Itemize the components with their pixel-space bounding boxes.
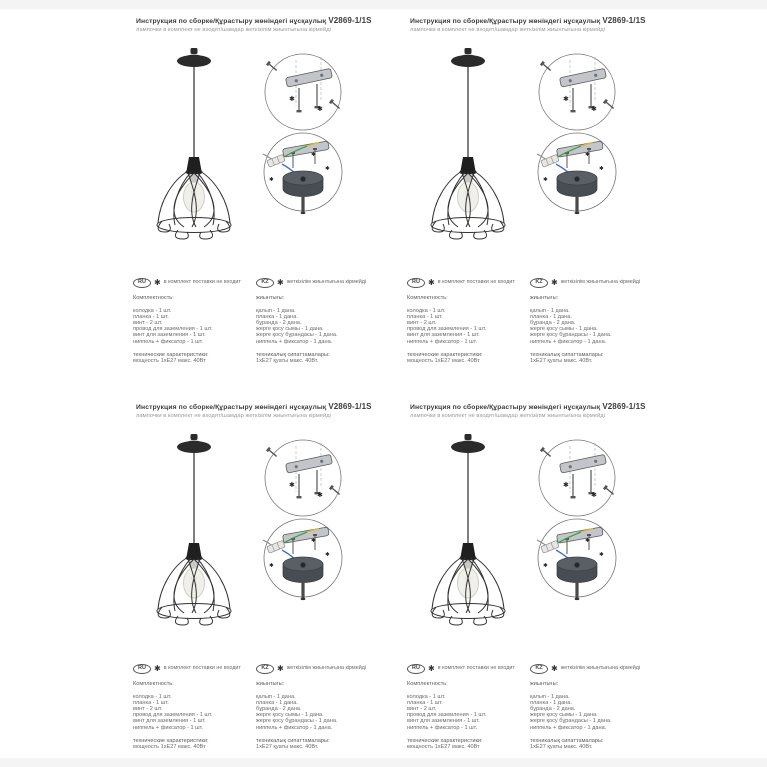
- not-included-asterisk: ✱: [585, 538, 590, 544]
- ru-specs-value: мощность 1хЕ27 макс. 40Вт: [407, 357, 480, 364]
- not-included-asterisk: ✱: [317, 105, 323, 113]
- assembly-diagrams: [529, 50, 625, 226]
- component-item: провод для заземления - 1 шт.: [407, 712, 487, 719]
- component-item: жерге қосу сымы - 1 дана.: [530, 712, 598, 719]
- component-item: қалып - 1 дана.: [530, 308, 570, 315]
- kz-note-row: [256, 663, 384, 674]
- instruction-sheet: [404, 400, 660, 750]
- kz-badge: KZ: [256, 664, 274, 674]
- component-item: планка - 1 дана.: [256, 314, 298, 321]
- component-item: жерге қосу сымы - 1 дана.: [256, 326, 324, 333]
- sheet-subtitle: лампочки в комплект не входят/шамдар жеткізілім жиынтығына кірмейді: [136, 27, 331, 33]
- instruction-sheet: [130, 14, 386, 364]
- sheet-title-text: Инструкция по сборке/Құрастыру жөніндегі нұсқаулық: [410, 404, 601, 411]
- asterisk-icon: ✱: [277, 277, 284, 287]
- sheet-title-text: Инструкция по сборке/Құрастыру жөніндегі нұсқаулық: [136, 18, 327, 25]
- ru-info-column: [407, 277, 527, 364]
- not-included-asterisk: ✱: [591, 491, 597, 499]
- sheet-title: [136, 16, 386, 25]
- component-item: винт для заземления - 1 шт.: [133, 332, 206, 339]
- ru-note-row: [407, 277, 527, 288]
- mounting-bracket-diagram: [539, 440, 615, 516]
- asterisk-icon: ✱: [154, 663, 161, 673]
- asterisk-icon: ✱: [551, 277, 558, 287]
- kz-info-column: [256, 663, 384, 750]
- kz-not-included-note: жеткізілім жиынтығына кірмейді: [560, 665, 641, 672]
- kz-list-title: жиынтығы:: [530, 295, 559, 301]
- kz-badge: KZ: [530, 278, 548, 288]
- component-item: колодка - 1 шт.: [407, 694, 446, 701]
- not-included-asterisk: ✱: [325, 166, 330, 172]
- component-item: винт для заземления - 1 шт.: [133, 718, 206, 725]
- component-item: планка - 1 шт.: [133, 314, 169, 321]
- ru-specs-title: технические характеристики:: [407, 351, 483, 358]
- sheet-grid: [130, 14, 660, 762]
- sheet-subtitle: лампочки в комплект не входят/шамдар жеткізілім жиынтығына кірмейді: [410, 413, 605, 419]
- model-number: V2869-1/1S: [328, 402, 372, 411]
- kz-specs-title: техникалық сипаттамалары:: [530, 351, 604, 358]
- ru-specs-value: мощность 1хЕ27 макс. 40Вт: [133, 357, 206, 364]
- kz-info-column: [256, 277, 384, 364]
- kz-component-list: [256, 308, 384, 345]
- component-item: винт - 2 шт.: [133, 320, 163, 327]
- model-number: V2869-1/1S: [602, 16, 646, 25]
- asterisk-icon: ✱: [154, 277, 161, 287]
- sheet-title: [410, 16, 660, 25]
- not-included-asterisk: ✱: [543, 177, 548, 183]
- component-item: винт - 2 шт.: [407, 320, 437, 327]
- kz-specs-title: техникалық сипаттамалары:: [256, 737, 330, 744]
- kz-info-column: [530, 663, 658, 750]
- ru-component-list: [133, 694, 253, 731]
- component-item: винт - 2 шт.: [407, 706, 437, 713]
- ru-specs-value: мощность 1хЕ27 макс. 40Вт: [407, 743, 480, 750]
- not-included-asterisk: ✱: [543, 563, 548, 569]
- component-item: бұранда - 2 дана.: [530, 706, 576, 713]
- kz-badge: KZ: [530, 664, 548, 674]
- not-included-asterisk: ✱: [563, 95, 569, 103]
- kz-list-title: жиынтығы:: [256, 681, 285, 687]
- sheet-title: [136, 402, 386, 411]
- sheet-title-text: Инструкция по сборке/Құрастыру жөніндегі нұсқаулық: [410, 18, 601, 25]
- component-item: қалып - 1 дана.: [256, 694, 296, 701]
- kz-note-row: [530, 663, 658, 674]
- ru-badge: RU: [133, 278, 151, 288]
- instruction-sheet: [404, 14, 660, 364]
- ru-note-row: [133, 277, 253, 288]
- ru-not-included-note: в комплект поставки не входит: [437, 665, 515, 672]
- ru-info-column: [133, 663, 253, 750]
- component-item: жерге қосу бұрандасы - 1 дана.: [256, 332, 338, 339]
- component-item: бұранда - 2 дана.: [256, 706, 302, 713]
- component-item: планка - 1 дана.: [530, 700, 572, 707]
- not-included-asterisk: ✱: [585, 152, 590, 158]
- component-item: жерге қосу бұрандасы - 1 дана.: [530, 718, 612, 725]
- component-item: винт - 2 шт.: [133, 706, 163, 713]
- mounting-bracket-diagram: [539, 54, 615, 130]
- component-item: ниппель + фиксатор - 1 шт.: [407, 338, 478, 345]
- ru-note-row: [407, 663, 527, 674]
- kz-specs-value: 1хЕ27 қуаты макс. 40Вт.: [530, 357, 593, 364]
- not-included-asterisk: ✱: [311, 152, 316, 158]
- sheet-subtitle: лампочки в комплект не входят/шамдар жеткізілім жиынтығына кірмейді: [410, 27, 605, 33]
- ru-badge: RU: [407, 278, 425, 288]
- component-item: ниппель + фиксатор - 1 шт.: [407, 724, 478, 731]
- kz-info-column: [530, 277, 658, 364]
- asterisk-icon: ✱: [277, 663, 284, 673]
- kz-not-included-note: жеткізілім жиынтығына кірмейді: [560, 279, 641, 286]
- ru-badge: RU: [133, 664, 151, 674]
- assembly-diagrams: [255, 436, 351, 612]
- kz-component-list: [256, 694, 384, 731]
- ru-list-title: Комплектность:: [133, 295, 174, 301]
- kz-badge: KZ: [256, 278, 274, 288]
- not-included-asterisk: ✱: [289, 95, 295, 103]
- component-item: жерге қосу бұрандасы - 1 дана.: [530, 332, 612, 339]
- not-included-asterisk: ✱: [599, 552, 604, 558]
- kz-component-list: [530, 694, 658, 731]
- wiring-diagram: [263, 133, 342, 214]
- kz-specs-value: 1хЕ27 қуаты макс. 40Вт.: [530, 743, 593, 750]
- not-included-asterisk: ✱: [599, 166, 604, 172]
- component-item: жерге қосу сымы - 1 дана.: [530, 326, 598, 333]
- ru-not-included-note: в комплект поставки не входит: [437, 279, 515, 286]
- ru-specs-title: технические характеристики:: [133, 737, 209, 744]
- assembly-diagrams: [255, 50, 351, 226]
- component-item: ниппель + фиксатор - 1 дана.: [256, 338, 333, 345]
- component-item: провод для заземления - 1 шт.: [133, 712, 213, 719]
- sheet-subtitle: лампочки в комплект не входят/шамдар жеткізілім жиынтығына кірмейді: [136, 413, 331, 419]
- ru-badge: RU: [407, 664, 425, 674]
- kz-specs-value: 1хЕ27 қуаты макс. 40Вт.: [256, 743, 319, 750]
- not-included-asterisk: ✱: [563, 481, 569, 489]
- component-item: планка - 1 шт.: [407, 700, 443, 707]
- pendant-lamp-illustration: [412, 431, 524, 631]
- ru-info-column: [133, 277, 253, 364]
- component-item: жерге қосу бұрандасы - 1 дана.: [256, 718, 338, 725]
- not-included-asterisk: ✱: [591, 105, 597, 113]
- ru-list-title: Комплектность:: [407, 295, 448, 301]
- not-included-asterisk: ✱: [317, 491, 323, 499]
- component-item: ниппель + фиксатор - 1 шт.: [133, 724, 204, 731]
- ru-component-list: [407, 308, 527, 345]
- pendant-lamp-illustration: [138, 45, 250, 245]
- model-number: V2869-1/1S: [328, 16, 372, 25]
- kz-specs-title: техникалық сипаттамалары:: [530, 737, 604, 744]
- component-item: колодка - 1 шт.: [133, 694, 172, 701]
- component-item: винт для заземления - 1 шт.: [407, 332, 480, 339]
- wiring-diagram: [537, 519, 616, 600]
- pendant-lamp-illustration: [138, 431, 250, 631]
- component-item: планка - 1 шт.: [407, 314, 443, 321]
- asterisk-icon: ✱: [428, 663, 435, 673]
- not-included-asterisk: ✱: [269, 563, 274, 569]
- component-item: планка - 1 дана.: [256, 700, 298, 707]
- sheet-title: [410, 402, 660, 411]
- kz-not-included-note: жеткізілім жиынтығына кірмейді: [286, 279, 367, 286]
- kz-component-list: [530, 308, 658, 345]
- page-edge-top: [0, 0, 767, 9]
- ru-info-column: [407, 663, 527, 750]
- kz-specs-value: 1хЕ27 қуаты макс. 40Вт.: [256, 357, 319, 364]
- component-item: ниппель + фиксатор - 1 дана.: [256, 724, 333, 731]
- model-number: V2869-1/1S: [602, 402, 646, 411]
- component-item: колодка - 1 шт.: [407, 308, 446, 315]
- component-item: провод для заземления - 1 шт.: [133, 326, 213, 333]
- not-included-asterisk: ✱: [269, 177, 274, 183]
- component-item: ниппель + фиксатор - 1 шт.: [133, 338, 204, 345]
- component-item: бұранда - 2 дана.: [530, 320, 576, 327]
- ru-list-title: Комплектность:: [133, 681, 174, 687]
- ru-not-included-note: в комплект поставки не входит: [163, 665, 241, 672]
- component-item: провод для заземления - 1 шт.: [407, 326, 487, 333]
- component-item: қалып - 1 дана.: [256, 308, 296, 315]
- component-item: жерге қосу сымы - 1 дана.: [256, 712, 324, 719]
- component-item: планка - 1 дана.: [530, 314, 572, 321]
- ru-list-title: Комплектность:: [407, 681, 448, 687]
- component-item: ниппель + фиксатор - 1 дана.: [530, 724, 607, 731]
- ru-specs-title: технические характеристики:: [407, 737, 483, 744]
- component-item: планка - 1 шт.: [133, 700, 169, 707]
- kz-note-row: [530, 277, 658, 288]
- not-included-asterisk: ✱: [325, 552, 330, 558]
- ru-note-row: [133, 663, 253, 674]
- wiring-diagram: [537, 133, 616, 214]
- mounting-bracket-diagram: [265, 440, 341, 516]
- ru-component-list: [407, 694, 527, 731]
- mounting-bracket-diagram: [265, 54, 341, 130]
- component-item: винт для заземления - 1 шт.: [407, 718, 480, 725]
- asterisk-icon: ✱: [428, 277, 435, 287]
- not-included-asterisk: ✱: [289, 481, 295, 489]
- kz-specs-title: техникалық сипаттамалары:: [256, 351, 330, 358]
- ru-component-list: [133, 308, 253, 345]
- assembly-diagrams: [529, 436, 625, 612]
- component-item: бұранда - 2 дана.: [256, 320, 302, 327]
- component-item: қалып - 1 дана.: [530, 694, 570, 701]
- wiring-diagram: [263, 519, 342, 600]
- kz-list-title: жиынтығы:: [530, 681, 559, 687]
- component-item: ниппель + фиксатор - 1 дана.: [530, 338, 607, 345]
- not-included-asterisk: ✱: [311, 538, 316, 544]
- kz-note-row: [256, 277, 384, 288]
- asterisk-icon: ✱: [551, 663, 558, 673]
- pendant-lamp-illustration: [412, 45, 524, 245]
- ru-specs-title: технические характеристики:: [133, 351, 209, 358]
- kz-not-included-note: жеткізілім жиынтығына кірмейді: [286, 665, 367, 672]
- component-item: колодка - 1 шт.: [133, 308, 172, 315]
- sheet-title-text: Инструкция по сборке/Құрастыру жөніндегі нұсқаулық: [136, 404, 327, 411]
- kz-list-title: жиынтығы:: [256, 295, 285, 301]
- instruction-sheet: [130, 400, 386, 750]
- ru-specs-value: мощность 1хЕ27 макс. 40Вт: [133, 743, 206, 750]
- ru-not-included-note: в комплект поставки не входит: [163, 279, 241, 286]
